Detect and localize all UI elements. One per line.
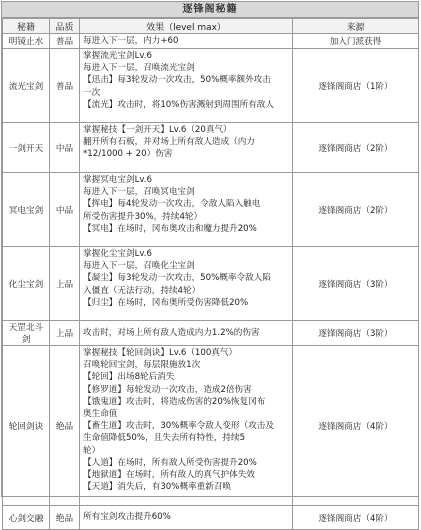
effect-line: 掌握秘技【轮回剑诀】Lv.6（100真气） bbox=[83, 348, 238, 358]
table-row bbox=[3, 247, 419, 321]
effect-line: 每进入下一层，内力+60 bbox=[83, 35, 179, 46]
manual-quality: 普品 bbox=[50, 49, 80, 123]
effect-line: 掌握冥电宝剑Lv.6 bbox=[83, 175, 152, 185]
manual-source: 逐锋阁商店（3阶） bbox=[293, 247, 419, 321]
effect-line: 生命值降低50%，且失去所有特性，持续5 bbox=[83, 433, 246, 444]
table-row bbox=[3, 506, 419, 530]
manual-quality: 上品 bbox=[50, 321, 80, 346]
table-row bbox=[3, 34, 419, 49]
effect-line: 所受伤害提升30%，持续4轮） bbox=[83, 211, 203, 222]
table-row bbox=[3, 321, 419, 346]
header-row bbox=[3, 19, 419, 34]
effect-line: 一次 bbox=[83, 87, 101, 98]
effect-line: 翻开所有石板，并对场上所有敌人造成（内力 bbox=[83, 137, 255, 148]
manual-name: 流光宝剑 bbox=[3, 49, 50, 123]
effect-line: 掌握化尘宝剑Lv.6 bbox=[83, 249, 152, 259]
header-name: 秘籍 bbox=[3, 19, 50, 34]
manual-effect bbox=[80, 123, 293, 173]
header-effect: 效果（level max） bbox=[80, 19, 293, 34]
effect-line: 轮） bbox=[83, 445, 101, 456]
manual-name: 轮回剑诀 bbox=[3, 346, 50, 506]
manual-effect bbox=[80, 49, 293, 123]
effect-line: 【迅击】每3轮发动一次攻击，50%概率额外攻击 bbox=[83, 75, 271, 86]
table-body bbox=[3, 34, 419, 530]
manual-source: 加入门派获得 bbox=[293, 34, 419, 49]
header-source: 来源 bbox=[293, 19, 419, 34]
manual-quality: 绝品 bbox=[50, 506, 80, 530]
manual-effect bbox=[80, 346, 293, 506]
effect-line: 【归尘】在场时，冈布奥所受伤害降低20% bbox=[83, 297, 249, 308]
secret-manual-table-container bbox=[1, 1, 419, 524]
effect-line: 【凝尘】每3轮发动一次攻击，50%概率令敌人陷 bbox=[83, 273, 271, 284]
effect-line: 【饿鬼道】攻击时，将造成伤害的20%恢复冈布 bbox=[83, 396, 266, 407]
table-row bbox=[3, 123, 419, 173]
effect-line: 掌握流光宝剑Lv.6 bbox=[83, 51, 152, 61]
manual-name: 化尘宝剑 bbox=[3, 247, 50, 321]
effect-line: 每进入下一层，召唤化尘宝剑 bbox=[83, 261, 195, 272]
manual-name: 天罡北斗剑 bbox=[3, 321, 50, 346]
effect-line: 【冥电】在场时，冈布奥攻击和魔力提升20% bbox=[83, 223, 257, 234]
manual-quality: 上品 bbox=[50, 247, 80, 321]
effect-line: 【畜生道】攻击时，30%概率令敌人变形（攻击及 bbox=[83, 421, 274, 432]
effect-line: 【挥电】每4轮发动一次攻击，令敌人陷入触电 bbox=[83, 199, 261, 210]
effect-line: 【轮回】出场8轮后消失 bbox=[83, 372, 175, 383]
effect-line: 掌握秘技【一剑开天】Lv.6（20真气） bbox=[83, 125, 232, 135]
table-row bbox=[3, 49, 419, 123]
manual-source: 逐锋阁商店（4阶） bbox=[293, 346, 419, 506]
effect-line: *12/1000 + 20）伤害 bbox=[83, 149, 173, 160]
effect-line: 攻击时，对场上所有敌人造成内力1.2%的伤害 bbox=[83, 327, 260, 338]
effect-line: 【地狱道】在场时，所有敌人的真气护体失效 bbox=[83, 470, 255, 481]
table-row bbox=[3, 346, 419, 506]
manual-source: 逐锋阁商店（2阶） bbox=[293, 173, 419, 247]
effect-line: 【修罗道】每轮发动一次攻击，造成2倍伤害 bbox=[83, 384, 252, 395]
manual-effect bbox=[80, 34, 293, 49]
header-quality: 品质 bbox=[50, 19, 80, 34]
effect-line: 【人道】在场时，所有敌人所受伤害提升20% bbox=[83, 457, 257, 468]
manual-table bbox=[2, 18, 419, 530]
table-title: 逐锋阁秘籍 bbox=[2, 2, 418, 18]
manual-effect bbox=[80, 321, 293, 346]
effect-line: 召唤轮回宝剑，每层限施放1次 bbox=[83, 360, 201, 371]
manual-effect bbox=[80, 173, 293, 247]
manual-effect bbox=[80, 247, 293, 321]
effect-line: 【流光】攻击时，将10%伤害溅射到周围所有敌人 bbox=[83, 99, 274, 110]
manual-source: 逐锋阁商店（2阶） bbox=[293, 123, 419, 173]
manual-quality: 绝品 bbox=[50, 346, 80, 506]
manual-name: 心剑交融 bbox=[3, 506, 50, 530]
manual-source: 逐锋阁商店（1阶） bbox=[293, 49, 419, 123]
manual-quality: 中品 bbox=[50, 173, 80, 247]
effect-line: 【天道】消失后，有30%概率重新召唤 bbox=[83, 482, 232, 493]
table-row bbox=[3, 173, 419, 247]
effect-line: 每进入下一层，召唤流光宝剑 bbox=[83, 63, 195, 74]
manual-name: 明镜止水 bbox=[3, 34, 50, 49]
manual-source: 逐锋阁商店（4阶） bbox=[293, 506, 419, 530]
effect-line: 所有宝剑攻击提升60% bbox=[83, 512, 171, 523]
manual-source: 逐锋阁商店（3阶） bbox=[293, 321, 419, 346]
manual-quality: 普品 bbox=[50, 34, 80, 49]
manual-name: 冥电宝剑 bbox=[3, 173, 50, 247]
manual-quality: 中品 bbox=[50, 123, 80, 173]
effect-line: 奥生命值 bbox=[83, 409, 118, 420]
effect-line: 入僵直（无法行动，持续4轮） bbox=[83, 285, 201, 296]
effect-line: 每进入下一层，召唤冥电宝剑 bbox=[83, 187, 195, 198]
manual-effect bbox=[80, 506, 293, 530]
manual-name: 一剑开天 bbox=[3, 123, 50, 173]
